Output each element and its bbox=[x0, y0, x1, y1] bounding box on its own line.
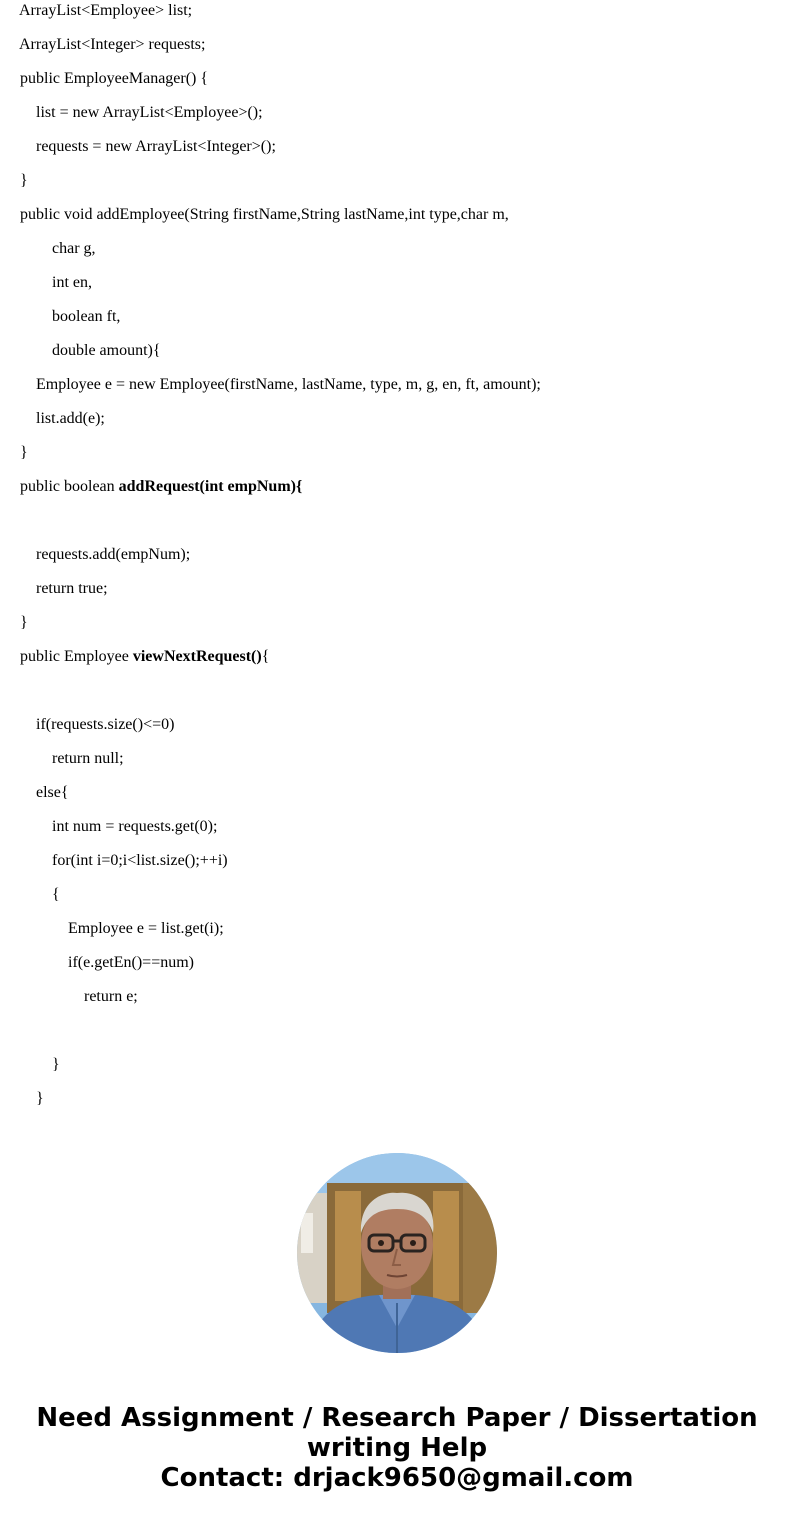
code-line bbox=[36, 409, 105, 429]
code-line bbox=[36, 579, 108, 599]
code-segment: requests.add(empNum); bbox=[36, 546, 191, 563]
code-segment: double amount){ bbox=[52, 342, 161, 359]
code-line bbox=[52, 885, 60, 905]
code-segment: { bbox=[52, 886, 60, 903]
code-segment: return null; bbox=[52, 750, 124, 767]
code-segment: public boolean bbox=[20, 478, 119, 495]
code-line bbox=[84, 987, 138, 1007]
promo-line-1: Need Assignment / Research Paper / Dissertation bbox=[36, 1403, 758, 1433]
code-line bbox=[36, 545, 190, 565]
person-portrait-icon bbox=[297, 1153, 497, 1353]
code-line bbox=[19, 1, 192, 21]
code-line bbox=[20, 69, 208, 89]
code-line bbox=[52, 1055, 60, 1075]
code-segment: } bbox=[36, 1090, 44, 1107]
code-line bbox=[20, 613, 28, 633]
code-segment: ArrayList<Employee> list; bbox=[19, 2, 193, 19]
code-segment: return e; bbox=[84, 988, 138, 1005]
code-line bbox=[52, 239, 96, 259]
code-segment: } bbox=[20, 614, 28, 631]
code-segment: char g, bbox=[52, 240, 96, 257]
code-line bbox=[52, 749, 124, 769]
code-segment: Employee e = list.get(i); bbox=[68, 920, 224, 937]
code-line bbox=[36, 103, 263, 123]
promo-line-2: writing Help bbox=[306, 1433, 488, 1463]
code-line bbox=[36, 715, 174, 735]
promo-contact: Contact: drjack9650@gmail.com bbox=[160, 1463, 634, 1493]
code-segment: requests = new ArrayList<Integer>(); bbox=[36, 138, 276, 155]
code-segment: public Employee bbox=[20, 648, 133, 665]
code-line bbox=[36, 783, 69, 803]
code-line bbox=[36, 137, 276, 157]
code-bold-segment: addRequest(int empNum){ bbox=[118, 478, 303, 495]
code-segment: else{ bbox=[36, 784, 69, 801]
code-line bbox=[36, 375, 541, 395]
code-segment: boolean ft, bbox=[52, 308, 121, 325]
code-segment: { bbox=[261, 648, 270, 665]
code-bold-segment: viewNextRequest() bbox=[132, 648, 262, 665]
code-segment: ArrayList<Integer> requests; bbox=[19, 36, 206, 53]
code-line bbox=[52, 307, 120, 327]
code-segment: int num = requests.get(0); bbox=[52, 818, 218, 835]
code-line bbox=[52, 273, 92, 293]
code-segment: public void addEmployee(String firstName,String lastName,int type,char m, bbox=[20, 206, 509, 223]
code-line bbox=[52, 341, 161, 361]
code-line bbox=[19, 35, 205, 55]
author-avatar bbox=[297, 1153, 497, 1353]
code-line bbox=[36, 1089, 44, 1109]
code-segment: public EmployeeManager() { bbox=[20, 70, 209, 87]
code-segment: int en, bbox=[52, 274, 92, 291]
code-line bbox=[20, 171, 28, 191]
promo-banner bbox=[0, 1403, 794, 1493]
code-line bbox=[68, 953, 194, 973]
code-line bbox=[68, 919, 224, 939]
code-segment: return true; bbox=[36, 580, 108, 597]
code-line bbox=[52, 851, 228, 871]
code-segment: } bbox=[20, 172, 28, 189]
code-segment: Employee e = new Employee(firstName, lastName, type, m, g, en, ft, amount); bbox=[36, 376, 541, 393]
code-segment: list = new ArrayList<Employee>(); bbox=[36, 104, 263, 121]
code-line bbox=[20, 205, 509, 225]
code-line bbox=[52, 817, 217, 837]
code-segment: } bbox=[52, 1056, 60, 1073]
code-segment: if(e.getEn()==num) bbox=[68, 954, 194, 971]
code-line bbox=[20, 477, 302, 497]
code-segment: for(int i=0;i<list.size();++i) bbox=[52, 852, 228, 869]
code-segment: list.add(e); bbox=[36, 410, 105, 427]
code-segment: } bbox=[20, 444, 28, 461]
code-line bbox=[20, 647, 269, 667]
code-line bbox=[20, 443, 28, 463]
code-segment: if(requests.size()<=0) bbox=[36, 716, 175, 733]
